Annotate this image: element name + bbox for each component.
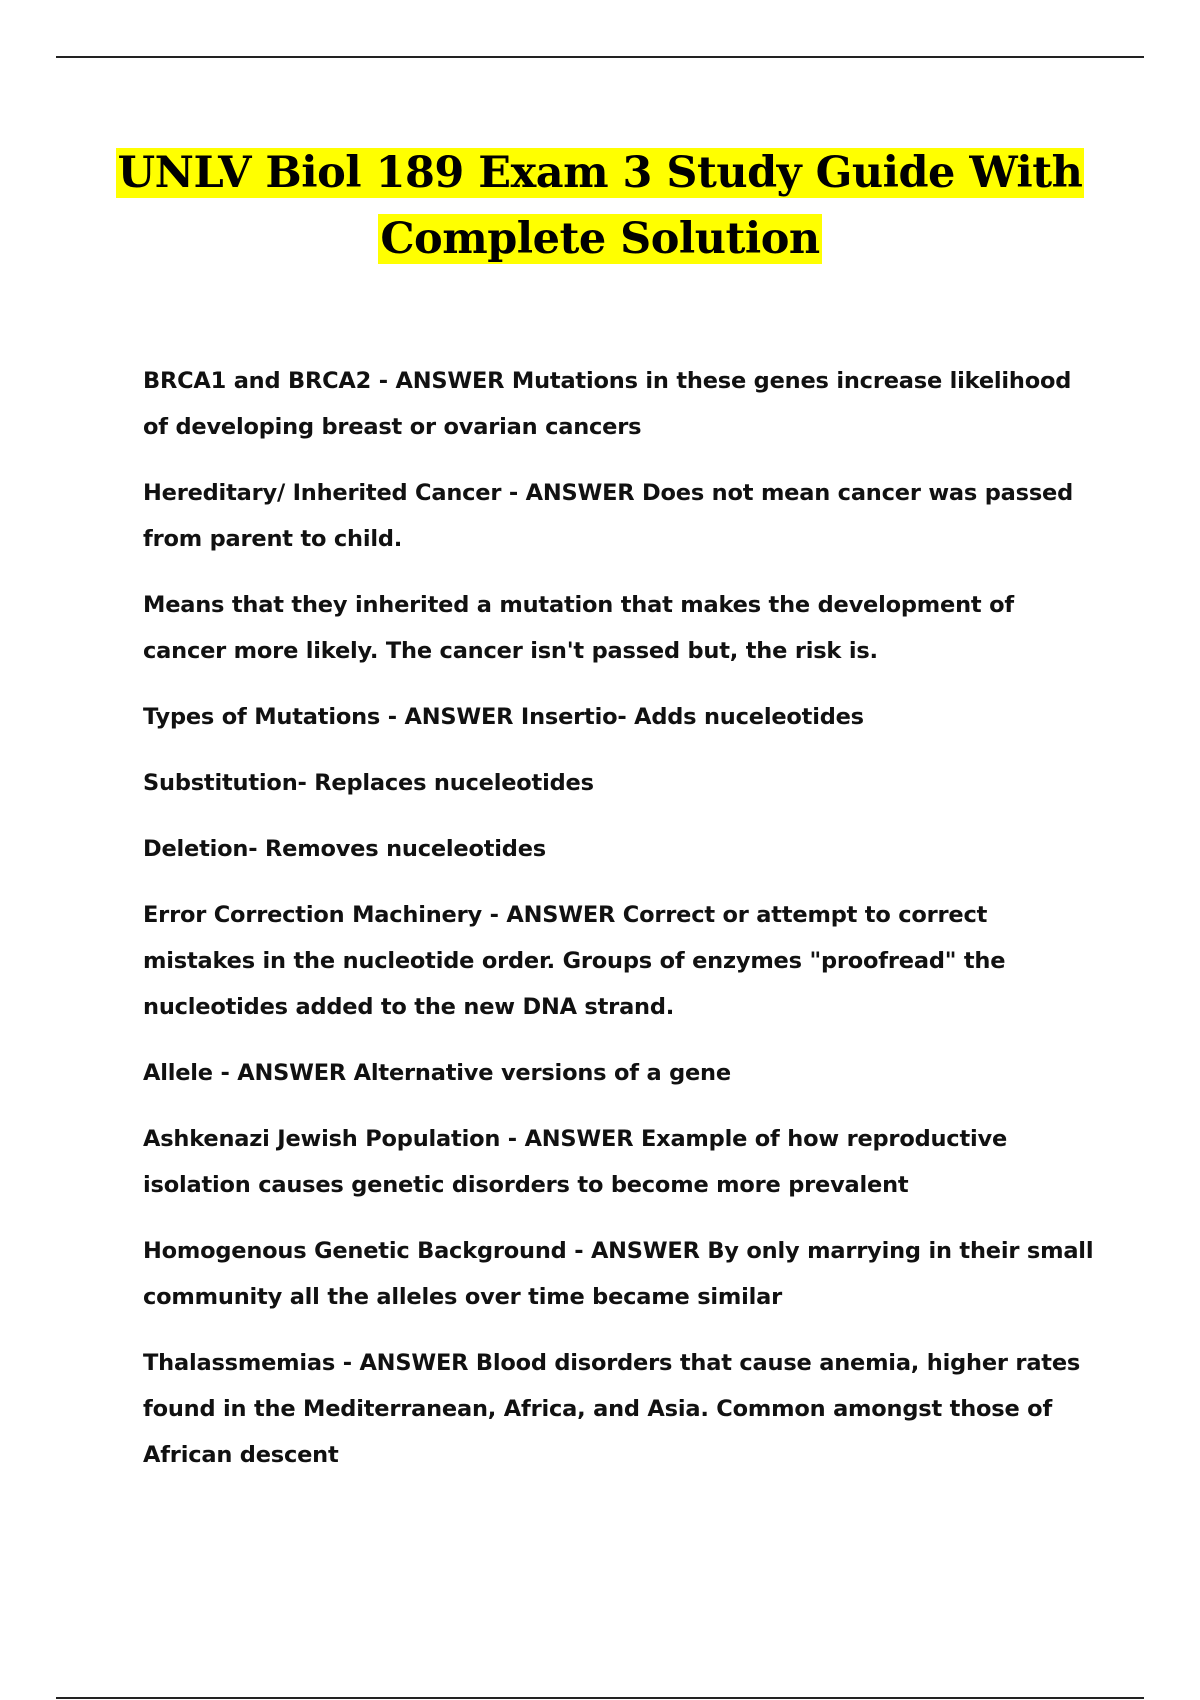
paragraph-allele: Allele - ANSWER Alternative versions of a gene <box>143 1060 731 1086</box>
paragraph-homogenous-background: Homogenous Genetic Background - ANSWER By only marrying in their small community all the alleles over time became similar <box>143 1238 1094 1310</box>
footer-rule <box>56 1697 1144 1699</box>
title-line-2: Complete Solution <box>380 214 820 264</box>
paragraph-thalassemias: Thalassmemias - ANSWER Blood disorders that cause anemia, higher rates found in the Mediterranean, Africa, and Asia. Common amongst those of African descent <box>143 1350 1081 1468</box>
study-guide-body <box>143 358 1098 1498</box>
paragraph-substitution: Substitution- Replaces nuceleotides <box>143 770 594 796</box>
title-line-1: UNLV Biol 189 Exam 3 Study Guide With <box>117 148 1083 198</box>
paragraph-inherited-mutation: Means that they inherited a mutation that makes the development of cancer more likely. The cancer isn't passed but, the risk is. <box>143 592 1014 664</box>
paragraph-brca: BRCA1 and BRCA2 - ANSWER Mutations in these genes increase likelihood of developing breast or ovarian cancers <box>143 368 1072 440</box>
page-title <box>60 140 1140 272</box>
header-rule <box>56 56 1144 58</box>
paragraph-hereditary-cancer: Hereditary/ Inherited Cancer - ANSWER Does not mean cancer was passed from parent to child. <box>143 480 1073 552</box>
paragraph-error-correction: Error Correction Machinery - ANSWER Correct or attempt to correct mistakes in the nucleotide order. Groups of enzymes "proofread" the nucleotides added to the new DNA strand. <box>143 902 1006 1020</box>
paragraph-types-of-mutations: Types of Mutations - ANSWER Insertio- Adds nuceleotides <box>143 704 864 730</box>
paragraph-ashkenazi: Ashkenazi Jewish Population - ANSWER Example of how reproductive isolation causes genetic disorders to become more prevalent <box>143 1126 1008 1198</box>
paragraph-deletion: Deletion- Removes nuceleotides <box>143 836 546 862</box>
